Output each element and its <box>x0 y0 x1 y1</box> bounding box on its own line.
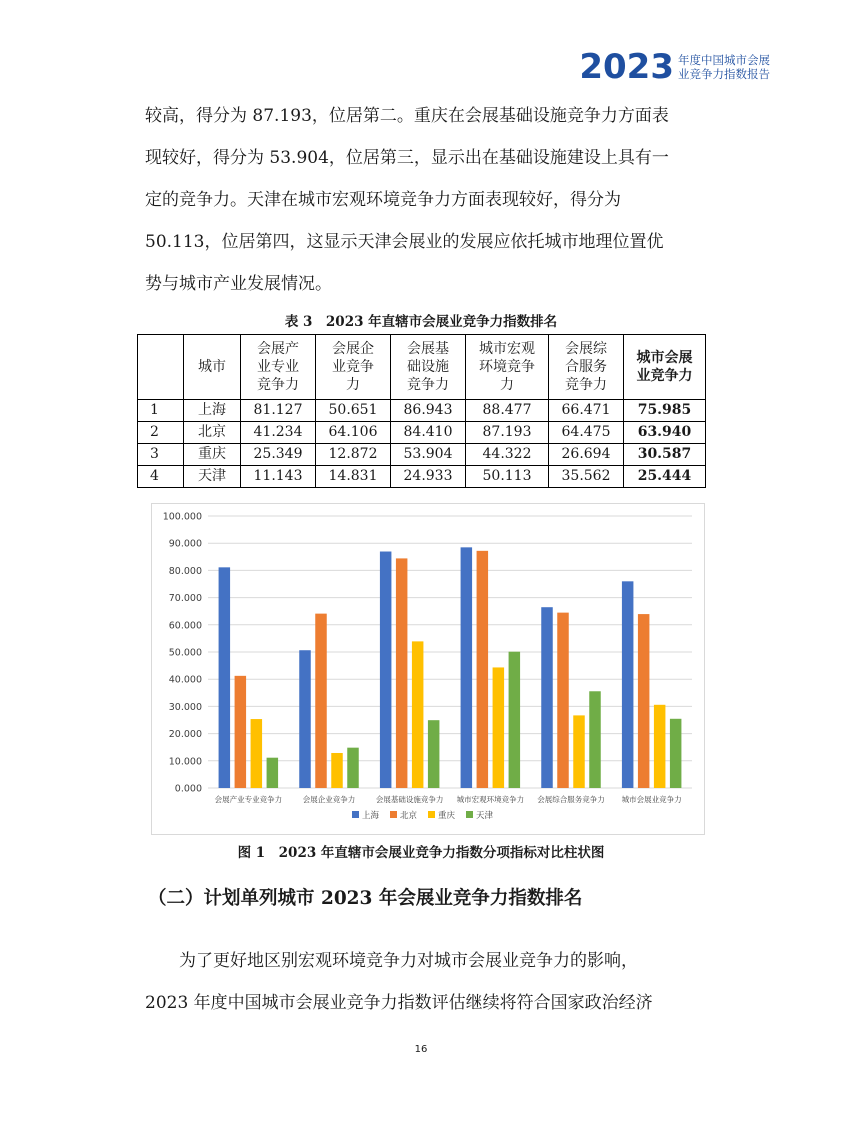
y-tick-label: 20.000 <box>168 729 202 741</box>
y-tick-label: 30.000 <box>168 701 202 713</box>
table-header-cell <box>549 335 624 400</box>
legend-swatch <box>352 811 359 818</box>
table-cell: 87.193 <box>466 422 549 444</box>
table-cell: 66.471 <box>549 400 624 422</box>
header-cell-text: 合服务 <box>565 359 607 375</box>
paragraph-line: 为了更好地区别宏观环境竞争力对城市会展业竞争力的影响， <box>179 951 638 971</box>
legend-label: 重庆 <box>438 811 456 821</box>
table-header-cell <box>184 335 241 400</box>
header-subtitle-line1: 年度中国城市会展 <box>678 53 770 67</box>
table-cell: 2 <box>138 422 184 444</box>
header-cell-text: 环境竞争 <box>479 359 535 375</box>
table-cell: 64.475 <box>549 422 624 444</box>
bar-北京-5 <box>638 614 650 788</box>
table-cell: 81.127 <box>241 400 316 422</box>
table-cell: 24.933 <box>391 466 466 488</box>
y-tick-label: 40.000 <box>168 674 202 686</box>
header-cell-text: 竞争力 <box>407 377 449 393</box>
table-cell: 30.587 <box>624 444 706 466</box>
x-tick-label: 会展企业竞争力 <box>302 795 356 804</box>
header-cell-text: 会展综 <box>565 341 607 357</box>
bar-天津-0 <box>267 758 279 788</box>
bar-上海-1 <box>299 650 311 788</box>
paragraph-line: 定的竞争力。天津在城市宏观环境竞争力方面表现较好，得分为 <box>145 190 621 210</box>
table-cell: 上海 <box>184 400 241 422</box>
table-cell: 14.831 <box>316 466 391 488</box>
header-cell-text: 力 <box>346 377 360 393</box>
header-cell-text: 会展企 <box>332 341 374 357</box>
table-cell: 44.322 <box>466 444 549 466</box>
header-cell-text: 力 <box>500 377 514 393</box>
y-tick-label: 90.000 <box>168 538 202 550</box>
table-cell: 41.234 <box>241 422 316 444</box>
header-cell-text: 竞争力 <box>565 377 607 393</box>
x-tick-label: 会展综合服务竞争力 <box>537 795 605 804</box>
table-row <box>138 422 706 444</box>
table-cell: 25.349 <box>241 444 316 466</box>
table-cell: 86.943 <box>391 400 466 422</box>
table-cell: 63.940 <box>624 422 706 444</box>
legend-swatch <box>466 811 473 818</box>
y-tick-label: 100.000 <box>162 511 202 523</box>
table-cell: 11.143 <box>241 466 316 488</box>
bar-上海-5 <box>622 581 634 788</box>
bar-重庆-5 <box>654 705 666 788</box>
header-subtitle-line2: 业竞争力指数报告 <box>678 67 770 81</box>
y-tick-label: 0.000 <box>174 783 202 795</box>
bar-天津-2 <box>428 720 440 788</box>
table-cell: 26.694 <box>549 444 624 466</box>
legend-label: 北京 <box>400 811 418 821</box>
table-cell: 12.872 <box>316 444 391 466</box>
header-cell-text: 础设施 <box>407 359 449 375</box>
table-cell: 北京 <box>184 422 241 444</box>
y-tick-label: 10.000 <box>168 756 202 768</box>
x-tick-label: 城市宏观环境竞争力 <box>456 795 525 804</box>
table-cell: 50.113 <box>466 466 549 488</box>
table-cell: 75.985 <box>624 400 706 422</box>
header-year: 2023 <box>579 47 674 87</box>
header-cell-text: 城市 <box>198 359 226 375</box>
table-caption: 表 3 2023 年直辖市会展业竞争力指数排名 <box>284 314 558 330</box>
paragraph-line: 较高，得分为 87.193，位居第二。重庆在会展基础设施竞争力方面表 <box>145 106 669 126</box>
bar-北京-1 <box>315 614 327 788</box>
table-row <box>138 400 706 422</box>
table-body <box>138 400 706 488</box>
paragraph-line: 2023 年度中国城市会展业竞争力指数评估继续将符合国家政治经济 <box>145 993 653 1013</box>
bar-天津-5 <box>670 719 682 788</box>
bar-北京-3 <box>477 551 489 788</box>
y-tick-label: 60.000 <box>168 620 202 632</box>
bar-上海-0 <box>219 567 231 788</box>
bar-重庆-2 <box>412 641 424 788</box>
intro-paragraph <box>145 95 705 305</box>
bar-北京-0 <box>235 676 247 788</box>
bar-北京-4 <box>557 613 569 788</box>
bar-重庆-3 <box>493 667 505 788</box>
y-tick-label: 70.000 <box>168 593 202 605</box>
header-cell-text: 会展基 <box>407 341 449 357</box>
header-cell-text: 会展产 <box>257 341 299 357</box>
table-header-cell <box>624 335 706 400</box>
table-cell: 53.904 <box>391 444 466 466</box>
section-title: （二）计划单列城市 2023 年会展业竞争力指数排名 <box>148 888 583 909</box>
legend-label: 上海 <box>362 811 380 821</box>
figure-caption: 图 1 2023 年直辖市会展业竞争力指数分项指标对比柱状图 <box>237 845 605 861</box>
table-cell: 88.477 <box>466 400 549 422</box>
table-header-row <box>138 335 706 400</box>
bar-天津-4 <box>589 691 601 788</box>
table-cell: 重庆 <box>184 444 241 466</box>
header-cell-text: 城市宏观 <box>479 341 535 357</box>
page-number: 16 <box>414 1044 428 1055</box>
table-cell: 35.562 <box>549 466 624 488</box>
x-tick-label: 会展基础设施竞争力 <box>375 795 444 804</box>
header-subtitle <box>678 53 770 81</box>
legend-swatch <box>428 811 435 818</box>
table-row <box>138 466 706 488</box>
table-header-cell <box>391 335 466 400</box>
table-row <box>138 444 706 466</box>
header-cell-text: 竞争力 <box>257 377 299 393</box>
legend-label: 天津 <box>476 811 494 821</box>
table-cell: 84.410 <box>391 422 466 444</box>
bar-上海-4 <box>541 607 553 788</box>
ranking-table <box>137 334 706 488</box>
y-tick-label: 50.000 <box>168 647 202 659</box>
bar-重庆-4 <box>573 715 585 788</box>
table-cell: 4 <box>138 466 184 488</box>
table-header-cell <box>316 335 391 400</box>
bar-天津-3 <box>509 652 521 788</box>
table-header-cell <box>138 335 184 400</box>
closing-paragraph <box>145 940 705 1024</box>
paragraph-line: 50.113，位居第四，这显示天津会展业的发展应依托城市地理位置优 <box>145 232 664 252</box>
paragraph-line: 势与城市产业发展情况。 <box>145 274 332 294</box>
paragraph-line: 现较好，得分为 53.904，位居第三，显示出在基础设施建设上具有一 <box>145 148 669 168</box>
bar-上海-3 <box>461 547 473 788</box>
x-tick-label: 城市会展业竞争力 <box>621 795 682 804</box>
bar-上海-2 <box>380 552 392 788</box>
header-cell-text: 业竞争 <box>332 359 374 375</box>
table-header-cell <box>466 335 549 400</box>
header-cell-text: 业竞争力 <box>636 368 693 384</box>
header-cell-text: 业专业 <box>257 359 299 375</box>
table-cell: 64.106 <box>316 422 391 444</box>
table-cell: 3 <box>138 444 184 466</box>
table-cell: 25.444 <box>624 466 706 488</box>
bar-北京-2 <box>396 558 408 788</box>
x-tick-label: 会展产业专业竞争力 <box>214 795 283 804</box>
report-header <box>579 47 770 87</box>
table-cell: 1 <box>138 400 184 422</box>
bar-chart <box>151 503 705 835</box>
legend-swatch <box>390 811 397 818</box>
y-tick-label: 80.000 <box>168 565 202 577</box>
table-cell: 50.651 <box>316 400 391 422</box>
table-cell: 天津 <box>184 466 241 488</box>
bar-重庆-1 <box>331 753 343 788</box>
header-cell-text: 城市会展 <box>636 350 693 366</box>
bar-chart-svg <box>152 504 704 834</box>
bar-天津-1 <box>347 748 359 788</box>
table-header-cell <box>241 335 316 400</box>
bar-重庆-0 <box>251 719 263 788</box>
